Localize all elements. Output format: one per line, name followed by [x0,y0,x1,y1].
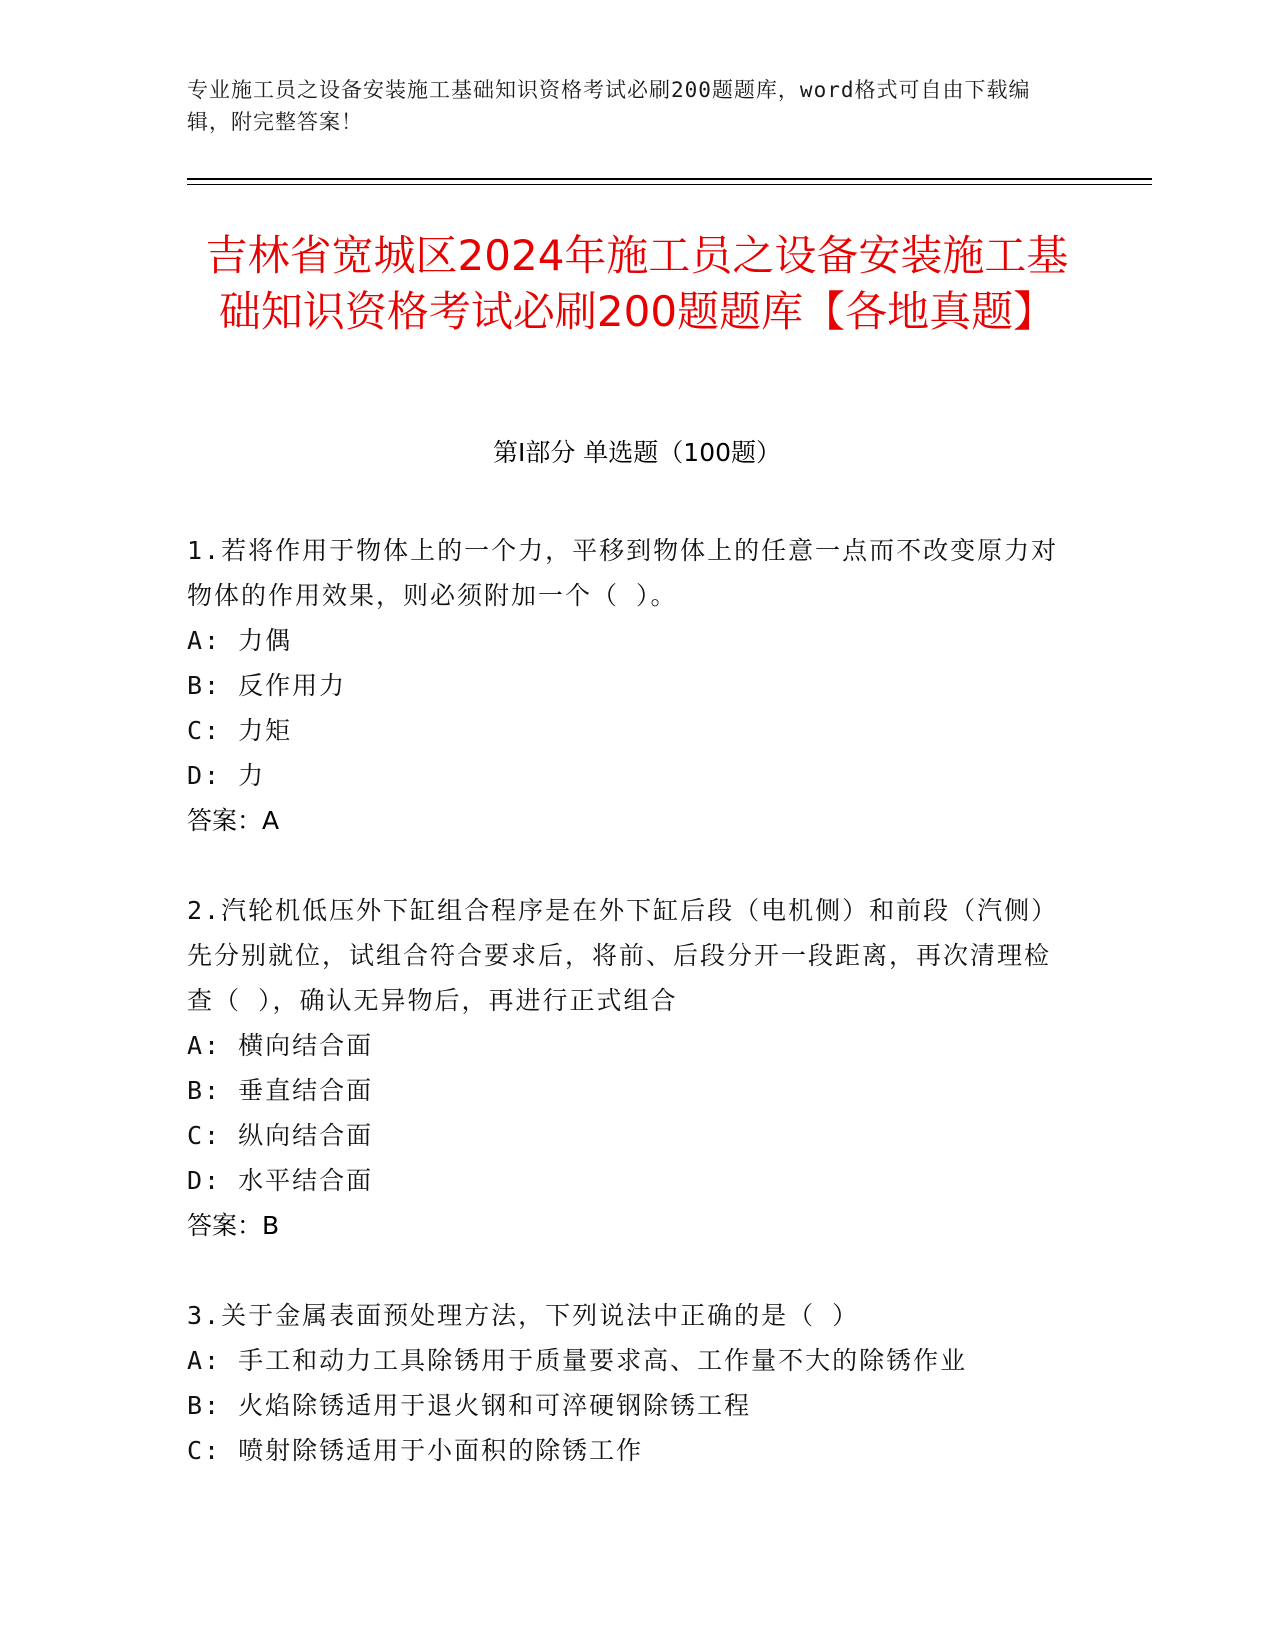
header-rule-thin [187,184,1152,185]
question-2 [187,888,1067,1248]
question-1 [187,528,1067,843]
option-b: B: 火焰除锈适用于退火钢和可淬硬钢除锈工程 [187,1391,752,1420]
option-a: A: 力偶 [187,626,293,655]
option-b: B: 垂直结合面 [187,1076,374,1105]
section-title: 第Ⅰ部分 单选题（100题） [492,438,782,467]
document-title: 吉林省宽城区2024年施工员之设备安装施工基础知识资格考试必刷200题题库【各地真题】 [205,231,1069,336]
option-c: C: 喷射除锈适用于小面积的除锈工作 [187,1436,644,1465]
answer: 答案：B [187,1211,280,1240]
question-list [187,528,1067,1518]
question-stem: 1.若将作用于物体上的一个力，平移到物体上的任意一点而不改变原力对物体的作用效果，则必须附加一个（ ）。 [187,536,1059,610]
answer: 答案：A [187,806,280,835]
header-rule-thick [187,178,1152,180]
question-stem: 2.汽轮机低压外下缸组合程序是在外下缸后段（电机侧）和前段（汽侧）先分别就位，试组合符合要求后，将前、后段分开一段距离，再次清理检查（ ），确认无异物后，再进行正式组合 [187,896,1059,1015]
option-c: C: 力矩 [187,716,293,745]
option-c: C: 纵向结合面 [187,1121,374,1150]
question-3 [187,1293,1067,1473]
header-note: 专业施工员之设备安装施工基础知识资格考试必刷200题题库，word格式可自由下载编辑，附完整答案！ [187,78,1031,134]
question-stem: 3.关于金属表面预处理方法，下列说法中正确的是（ ） [187,1301,860,1330]
option-d: D: 水平结合面 [187,1166,374,1195]
option-d: D: 力 [187,761,266,790]
option-b: B: 反作用力 [187,671,347,700]
option-a: A: 横向结合面 [187,1031,374,1060]
option-a: A: 手工和动力工具除锈用于质量要求高、工作量不大的除锈作业 [187,1346,968,1375]
